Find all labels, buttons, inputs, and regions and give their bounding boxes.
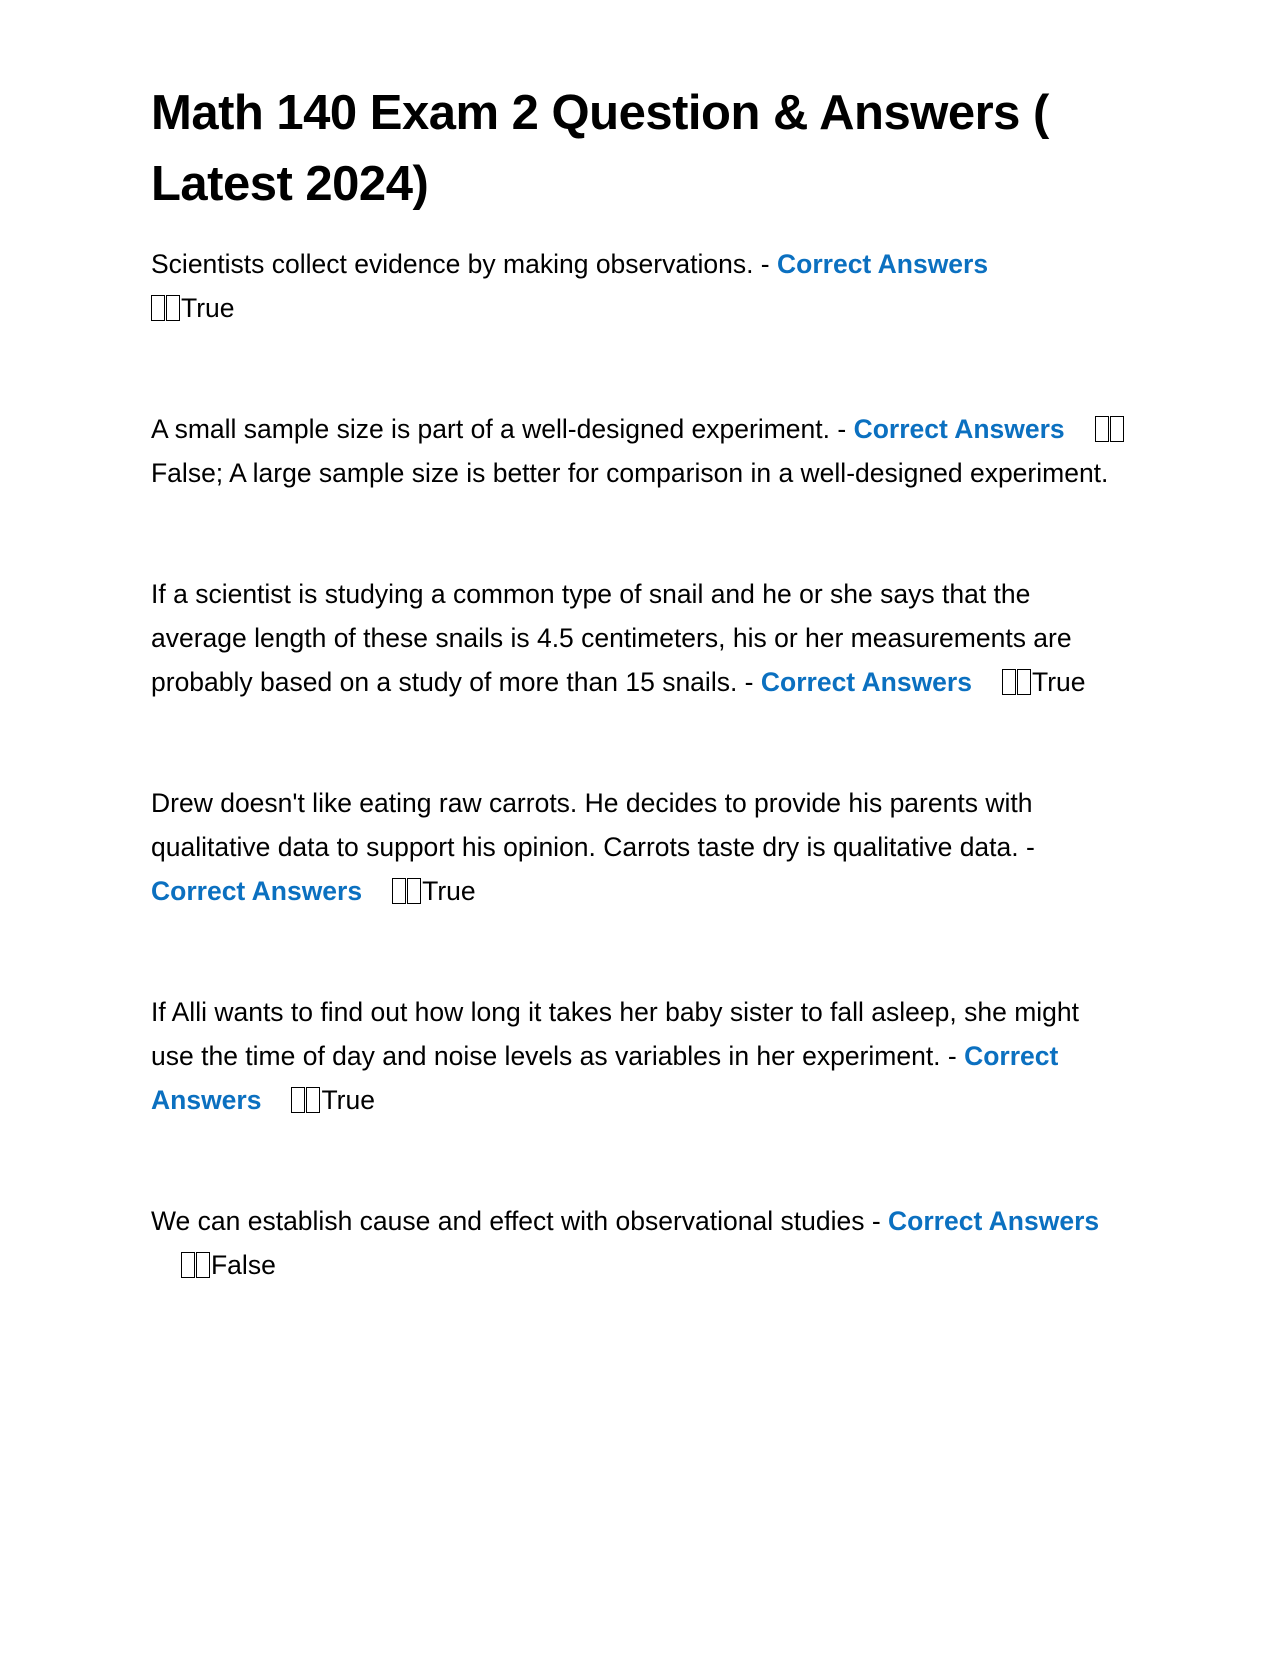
missing-glyph-icon [1095,416,1109,442]
document-page [151,78,1126,1364]
qa-item [151,1199,1126,1287]
qa-list [151,242,1126,1287]
qa-item [151,990,1126,1122]
missing-glyph-icon [166,295,180,321]
correct-answers-label: Correct Answers [760,667,972,697]
answer-text: True [422,876,476,906]
missing-glyph-icon [392,878,406,904]
correct-answers-label: Correct Answers [888,1206,1100,1236]
question-text: Scientists collect evidence by making observations. - [151,249,777,279]
document-title: Math 140 Exam 2 Question & Answers ( Latest 2024) [151,86,1049,211]
qa-item [151,781,1126,913]
missing-glyph-icon [181,1252,195,1278]
missing-glyph-icon [1017,669,1031,695]
question-text: Drew doesn't like eating raw carrots. He decides to provide his parents with qualitative data to support his opinion. Carrots taste dry is qualitative data. - [151,788,1035,862]
question-text: We can establish cause and effect with observational studies - [151,1206,889,1236]
question-text: A small sample size is part of a well-designed experiment. - [151,414,854,444]
missing-glyph-icon [196,1252,210,1278]
correct-answers-label: Correct Answers [777,249,989,279]
answer-text: True [181,293,235,323]
qa-item [151,242,1126,330]
missing-glyph-icon [306,1087,320,1113]
answer-text: False; A large sample size is better for comparison in a well-designed experiment. [151,458,1109,488]
qa-item [151,572,1126,704]
missing-glyph-icon [407,878,421,904]
correct-answers-label: Correct Answers [853,414,1065,444]
correct-answers-label: Correct Answers [151,1041,1059,1115]
missing-glyph-icon [151,295,165,321]
correct-answers-label: Correct Answers [151,876,363,906]
missing-glyph-icon [1110,416,1124,442]
answer-text: True [1031,667,1086,697]
missing-glyph-icon [1002,669,1016,695]
answer-text: False [211,1250,276,1280]
question-text: If Alli wants to find out how long it takes her baby sister to fall asleep, she might use the time of day and noise levels as variables in her experiment. - [151,997,1079,1071]
answer-text: True [321,1085,375,1115]
missing-glyph-icon [291,1087,305,1113]
question-text: If a scientist is studying a common type of snail and he or she says that the average length of these snails is 4.5 centimeters, his or her measurements are probably based on a study of more than 15 snails. - [151,579,1072,697]
qa-item [151,407,1126,495]
